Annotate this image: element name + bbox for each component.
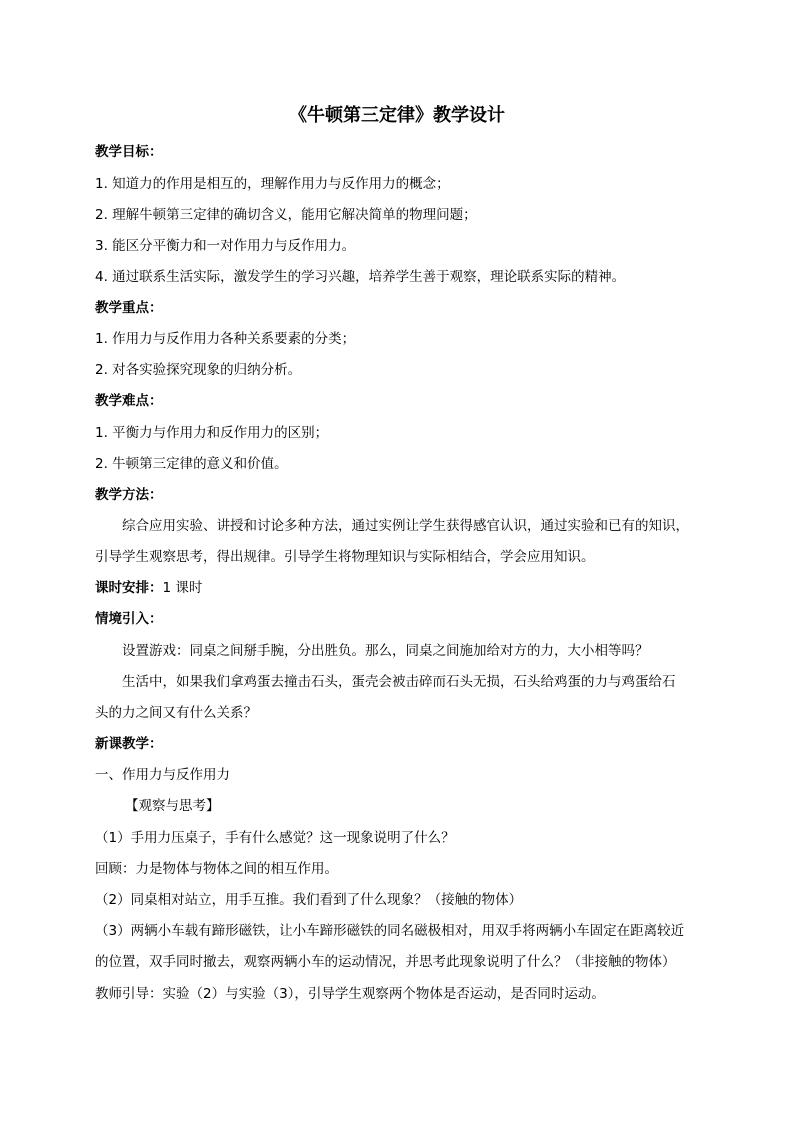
schedule-value: 1 课时 bbox=[162, 580, 203, 596]
method-paragraph-line: 综合应用实验、讲授和讨论多种方法，通过实例让学生获得感官认识，通过实验和已有的知识， bbox=[122, 518, 689, 534]
key-points-heading: 教学重点： bbox=[95, 300, 163, 316]
intro-heading: 情境引入： bbox=[95, 611, 163, 627]
new-lesson-heading: 新课教学： bbox=[95, 736, 163, 752]
difficulty-item: 1. 平衡力与作用力和反作用力的区别； bbox=[95, 425, 329, 441]
goal-item: 2. 理解牛顿第三定律的确切含义，能用它解决简单的物理问题； bbox=[95, 207, 477, 223]
part1-heading: 一、作用力与反作用力 bbox=[95, 767, 230, 783]
schedule-line bbox=[95, 578, 202, 598]
key-point-item: 2. 对各实验探究现象的归纳分析。 bbox=[95, 362, 302, 378]
intro-paragraph-line: 设置游戏：同桌之间掰手腕，分出胜负。那么，同桌之间施加给对方的力，大小相等吗？ bbox=[122, 643, 649, 659]
observe-line: 的位置，双手同时撤去，观察两辆小车的运动情况，并思考此现象说明了什么？（非接触的物体） bbox=[95, 954, 676, 970]
goal-item: 1. 知道力的作用是相互的，理解作用力与反作用力的概念； bbox=[95, 176, 450, 192]
method-paragraph-line: 引导学生观察思考，得出规律。引导学生将物理知识与实际相结合，学会应用知识。 bbox=[95, 549, 595, 565]
observe-line: 教师引导：实验（2）与实验（3），引导学生观察两个物体是否运动，是否同时运动。 bbox=[95, 986, 605, 1002]
observe-heading: 【观察与思考】 bbox=[125, 798, 220, 814]
difficulty-item: 2. 牛顿第三定律的意义和价值。 bbox=[95, 456, 288, 472]
key-point-item: 1. 作用力与反作用力各种关系要素的分类； bbox=[95, 331, 356, 347]
method-heading: 教学方法： bbox=[95, 487, 163, 503]
document-title: 《牛顿第三定律》教学设计 bbox=[289, 105, 505, 126]
intro-paragraph-line: 头的力之间又有什么关系？ bbox=[95, 705, 257, 721]
observe-line: （3）两辆小车载有蹄形磁铁，让小车蹄形磁铁的同名磁极相对，用双手将两辆小车固定在距离较近 bbox=[95, 923, 685, 939]
goals-heading: 教学目标： bbox=[95, 144, 163, 160]
observe-line: （2）同桌相对站立，用手互推。我们看到了什么现象？（接触的物体） bbox=[95, 892, 523, 908]
observe-line: （1）手用力压桌子，手有什么感觉？这一现象说明了什么？ bbox=[95, 830, 455, 846]
observe-line: 回顾：力是物体与物体之间的相互作用。 bbox=[95, 861, 338, 877]
difficulties-heading: 教学难点： bbox=[95, 393, 163, 409]
schedule-label: 课时安排： bbox=[95, 580, 163, 596]
goal-item: 4. 通过联系生活实际，激发学生的学习兴趣，培养学生善于观察，理论联系实际的精神。 bbox=[95, 269, 626, 285]
goal-item: 3. 能区分平衡力和一对作用力与反作用力。 bbox=[95, 238, 356, 254]
intro-paragraph-line: 生活中，如果我们拿鸡蛋去撞击石头，蛋壳会被击碎而石头无损，石头给鸡蛋的力与鸡蛋给石 bbox=[122, 674, 676, 690]
